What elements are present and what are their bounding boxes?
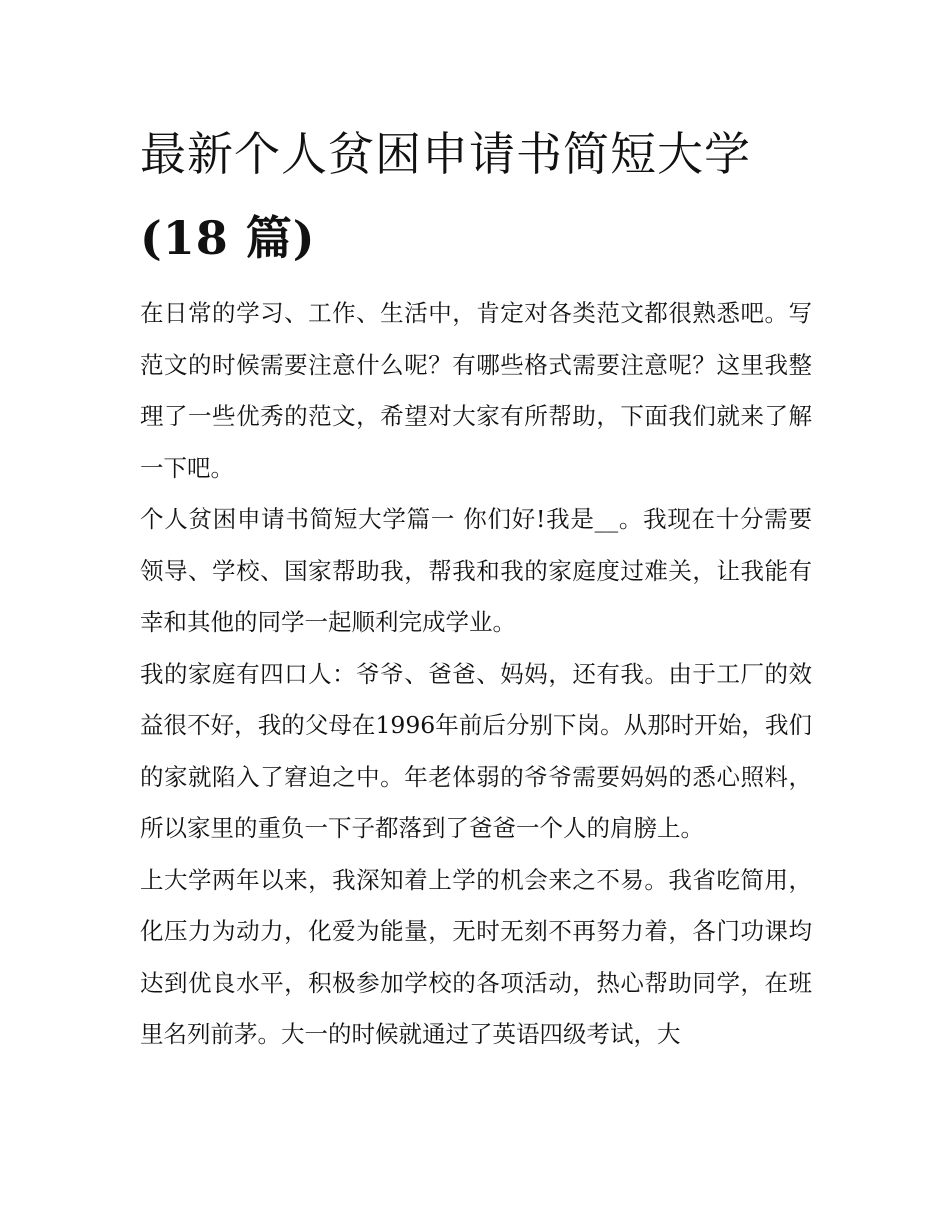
paragraph-1: 个人贫困申请书简短大学篇一 你们好!我是__。我现在十分需要领导、学校、国家帮助我，帮我和我的家庭度过难关，让我能有幸和其他的同学一起顺利完成学业。 bbox=[140, 505, 812, 636]
title-spacer bbox=[140, 280, 812, 288]
paragraph-intro: 在日常的学习、工作、生活中，肯定对各类范文都很熟悉吧。写范文的时候需要注意什么呢？有哪些格式需要注意呢？这里我整理了一些优秀的范文，希望对大家有所帮助，下面我们就来了解一下吧。 bbox=[140, 299, 812, 482]
title-line-1: 最新个人贫困申请书简短大学 bbox=[140, 127, 751, 181]
document-page bbox=[140, 112, 812, 1061]
document-title bbox=[140, 112, 812, 280]
paragraph-3: 上大学两年以来，我深知着上学的机会来之不易。我省吃简用，化压力为动力，化爱为能量，无时无刻不再努力着，各门功课均达到优良水平，积极参加学校的各项活动，热心帮助同学，在班里名列前茅。大一的时候就通过了英语四级考试，大 bbox=[140, 865, 812, 1048]
paragraph-2: 我的家庭有四口人：爷爷、爸爸、妈妈，还有我。由于工厂的效益很不好，我的父母在1996年前后分别下岗。从那时开始，我们的家就陷入了窘迫之中。年老体弱的爷爷需要妈妈的悉心照料，所以家里的重负一下子都落到了爸爸一个人的肩膀上。 bbox=[140, 659, 812, 842]
title-line-2: (18 篇) bbox=[140, 211, 316, 265]
